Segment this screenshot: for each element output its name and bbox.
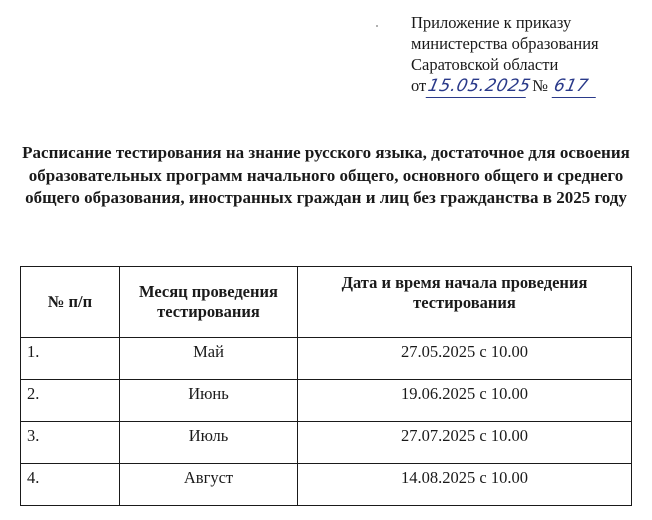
- scan-speck: [376, 25, 378, 27]
- order-reference: [411, 75, 599, 98]
- schedule-table: [20, 266, 632, 506]
- appendix-line-2: министерства образования: [411, 34, 599, 53]
- row-num: 3.: [21, 422, 120, 464]
- document-title: Расписание тестирования на знание русского языка, достаточное для освоения образовательных программ начального общего, основного общего и среднего общего образования, иностранных граждан и лиц без гражданства в 2025 году: [22, 143, 630, 207]
- header-month: Месяц проведения тестирования: [120, 267, 298, 338]
- table-row: [21, 338, 632, 380]
- number-label: №: [532, 76, 548, 95]
- row-month: Август: [120, 464, 298, 506]
- appendix-header: [411, 12, 599, 98]
- table-header-row: [21, 267, 632, 338]
- row-num: 4.: [21, 464, 120, 506]
- row-month: Июль: [120, 422, 298, 464]
- row-datetime: 14.08.2025 с 10.00: [298, 464, 632, 506]
- appendix-line-3: Саратовской области: [411, 55, 559, 74]
- row-num: 1.: [21, 338, 120, 380]
- row-num: 2.: [21, 380, 120, 422]
- row-month: Июнь: [120, 380, 298, 422]
- row-month: Май: [120, 338, 298, 380]
- handwritten-number: 617: [552, 76, 601, 98]
- row-datetime: 19.06.2025 с 10.00: [298, 380, 632, 422]
- from-label: от: [411, 76, 427, 95]
- row-datetime: 27.07.2025 с 10.00: [298, 422, 632, 464]
- table-row: [21, 464, 632, 506]
- appendix-line-1: Приложение к приказу: [411, 13, 572, 32]
- handwritten-date: 15.05.2025: [426, 76, 533, 96]
- header-num: № п/п: [21, 267, 120, 338]
- header-datetime: Дата и время начала проведения тестирования: [298, 267, 632, 338]
- row-datetime: 27.05.2025 с 10.00: [298, 338, 632, 380]
- table-row: [21, 422, 632, 464]
- table-row: [21, 380, 632, 422]
